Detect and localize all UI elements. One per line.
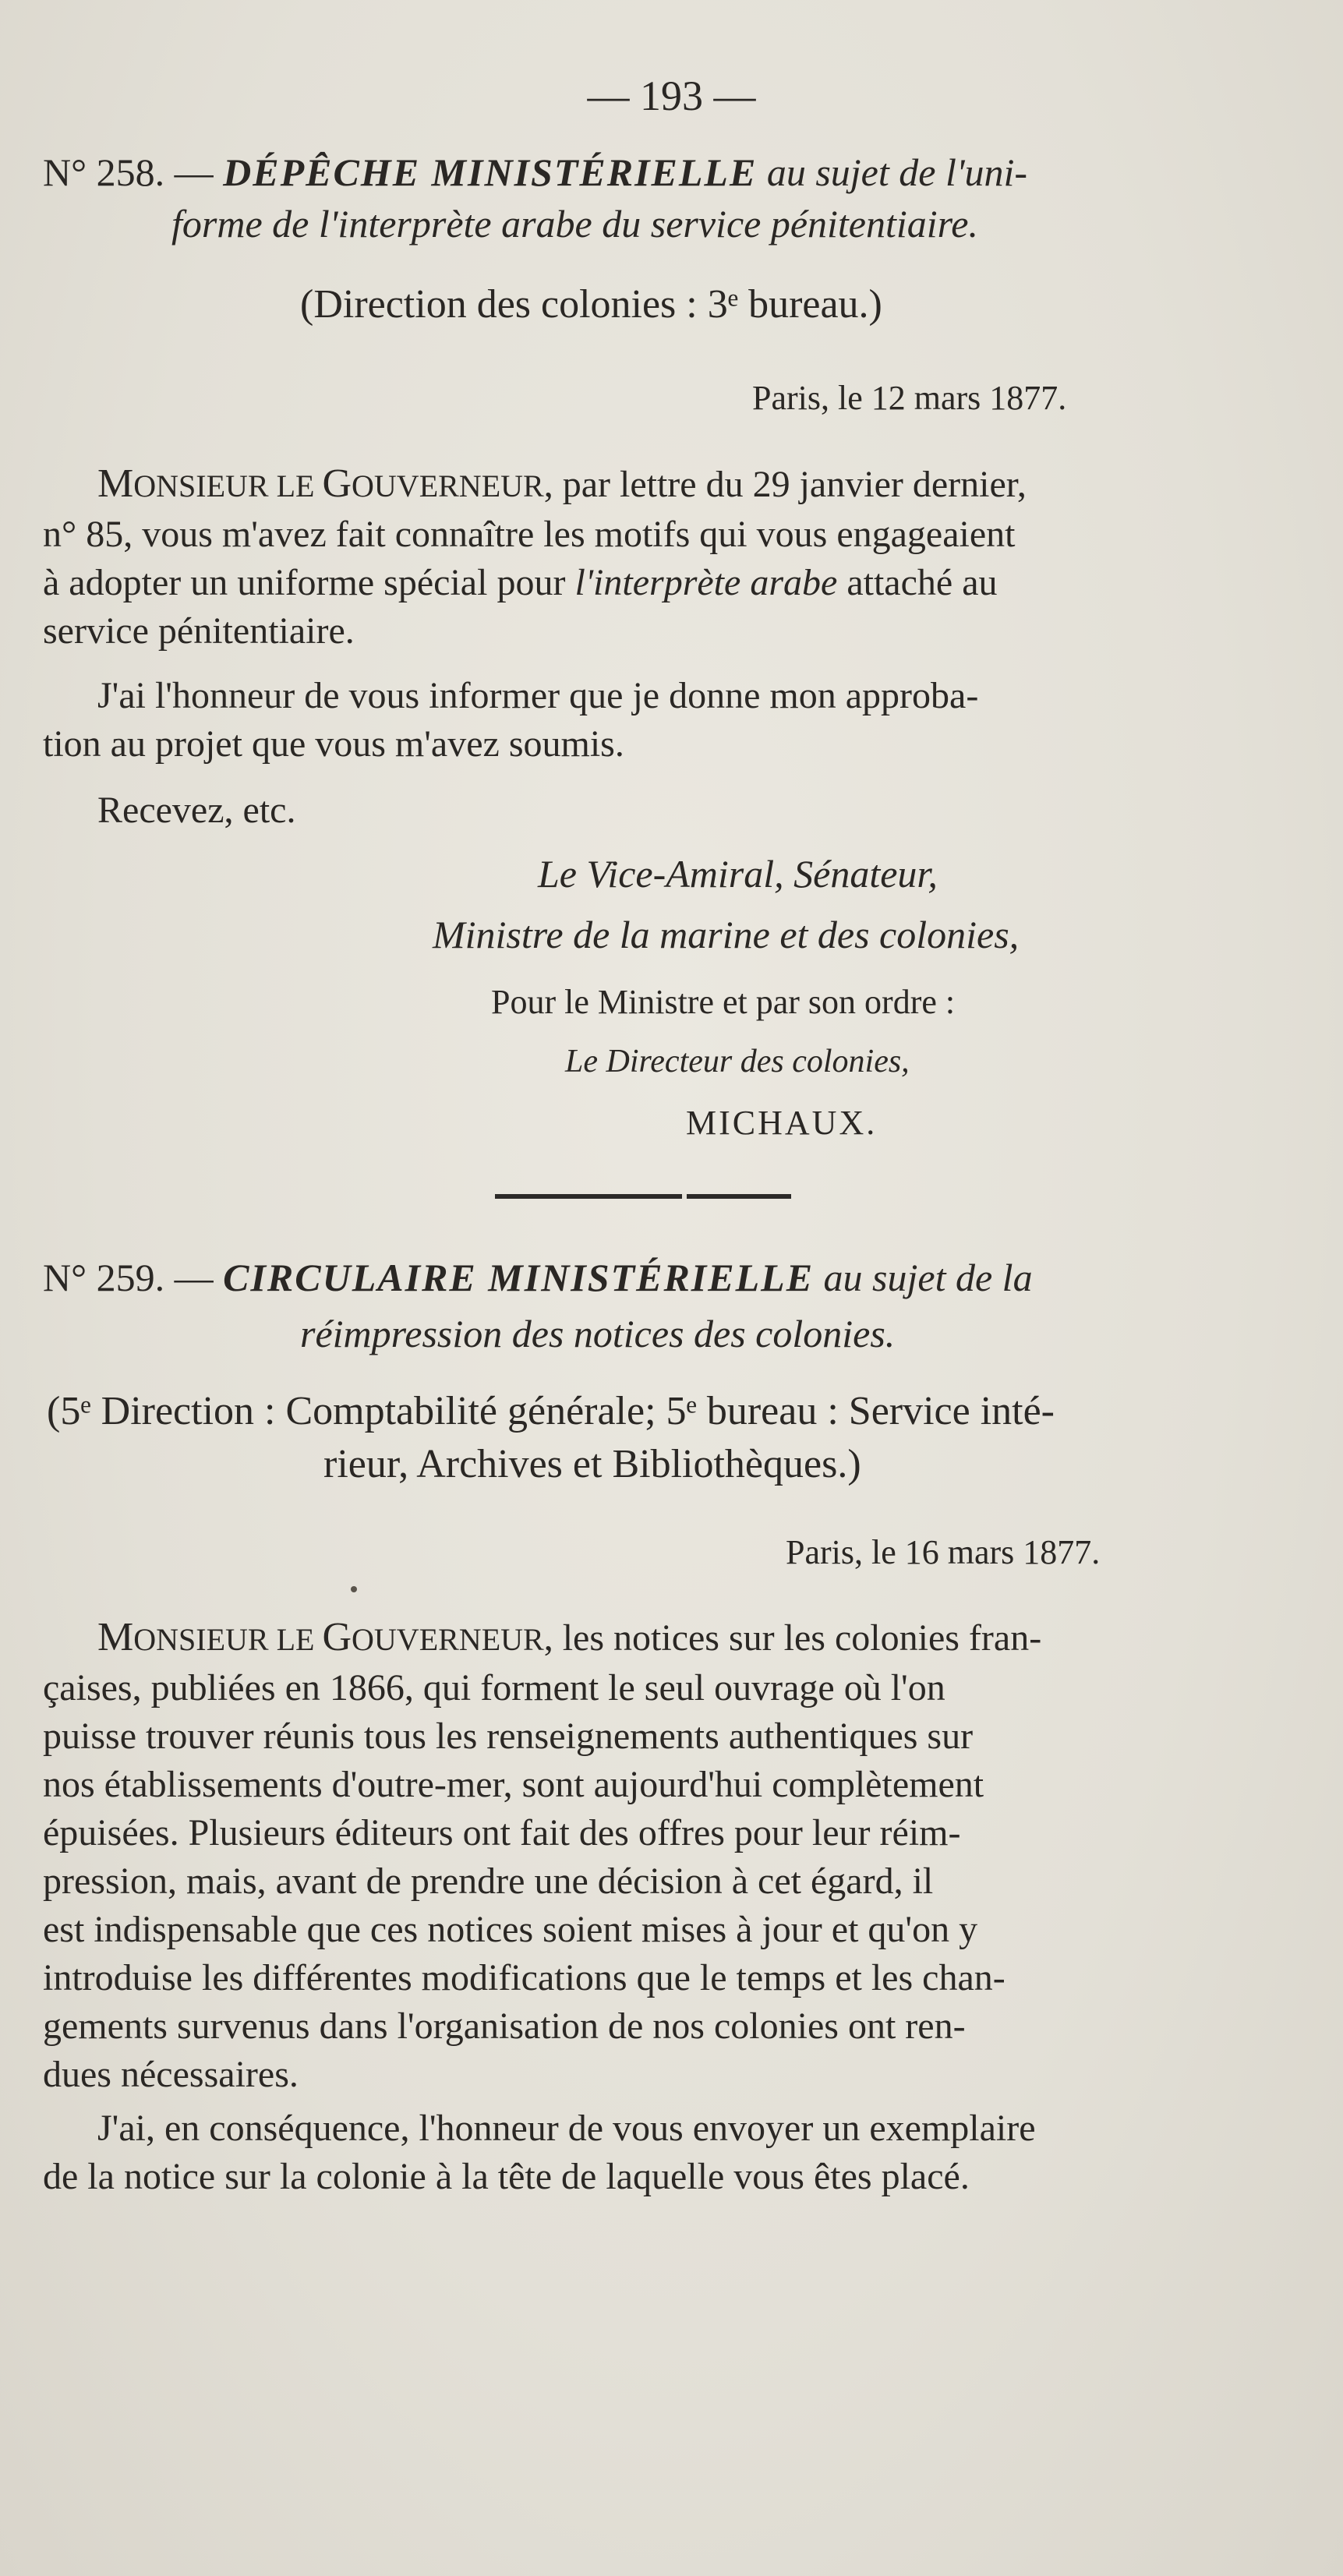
circular-259-p1-line: nos établissements d'outre-mer, sont aujourd'hui complètement	[43, 1764, 984, 1805]
dispatch-258-p1-line3-b: attaché au	[837, 562, 998, 603]
ink-speck	[351, 1586, 357, 1592]
dispatch-258-subject-line2	[171, 200, 978, 248]
dispatch-258-p1-line3-a: à adopter un uniforme spécial pour	[43, 562, 575, 603]
dispatch-258-p2-line1: J'ai l'honneur de vous informer que je donne mon approba-	[97, 675, 979, 716]
signature-line1: Le Vice-Amiral, Sénateur,	[538, 852, 938, 896]
dispatch-258-p1-line3	[43, 559, 1238, 607]
dispatch-258-paragraph-1	[43, 460, 1238, 655]
dispatch-258-salutation: ONSIEUR LE	[133, 468, 323, 504]
circular-259-p1-line: dues nécessaires.	[43, 2054, 299, 2095]
circular-259-p1-line: puisse trouver réunis tous les renseignements authentiques sur	[43, 1716, 974, 1757]
circular-259-dash: —	[164, 1256, 224, 1299]
dispatch-258-subject-2: forme de l'interprète arabe du service pénitentiaire.	[171, 202, 978, 246]
circular-259-salutation: ONSIEUR LE	[133, 1622, 323, 1657]
circular-259-department-line2: rieur, Archives et Bibliothèques.)	[323, 1442, 861, 1486]
dispatch-258-governor: OUVERNEUR	[352, 468, 544, 504]
dispatch-258-title: DÉPÊCHE MINISTÉRIELLE	[223, 150, 758, 194]
signature-line5: MICHAUX.	[686, 1104, 878, 1142]
circular-259-subject-2: réimpression des notices des colonies.	[300, 1312, 896, 1355]
dispatch-258-paragraph-2	[43, 672, 1238, 769]
circular-259-p1-line: épuisées. Plusieurs éditeurs ont fait des offres pour leur réim-	[43, 1812, 961, 1853]
circular-259-department-line1: (5ᵉ Direction : Comptabilité générale; 5ᵉ bureau : Service inté-	[47, 1389, 1055, 1433]
dispatch-258-salutation-initial: M	[97, 461, 134, 506]
circular-259-p1-line: introduise les différentes modifications que le temps et les chan-	[43, 1957, 1005, 1998]
dispatch-258-p1-line3-italic: l'interprète arabe	[574, 562, 838, 603]
circular-259-p1-line: est indispensable que ces notices soient mises à jour et qu'on y	[43, 1909, 978, 1950]
dispatch-258-closing: Recevez, etc.	[97, 790, 296, 831]
dispatch-258-p2-line2: tion au projet que vous m'avez soumis.	[43, 723, 624, 765]
circular-259-paragraph-2	[43, 2104, 1238, 2201]
section-divider	[495, 1194, 791, 1199]
dispatch-258-dash: —	[164, 150, 224, 194]
dispatch-258-governor-initial: G	[322, 461, 352, 506]
circular-259-p2-line1: J'ai, en conséquence, l'honneur de vous envoyer un exemplaire	[97, 2108, 1036, 2149]
dispatch-258-dateline: Paris, le 12 mars 1877.	[752, 379, 1067, 417]
signature-line4: Le Directeur des colonies,	[565, 1044, 910, 1080]
page-number: — 193 —	[587, 72, 756, 119]
circular-259-subject-1: au sujet de la	[814, 1256, 1033, 1299]
dispatch-258-number: N° 258.	[43, 150, 165, 194]
dispatch-258-subject-1: au sujet de l'uni-	[757, 150, 1028, 194]
circular-259-governor: OUVERNEUR	[352, 1622, 544, 1657]
circular-259-salutation-initial: M	[97, 1615, 134, 1659]
dispatch-258-heading	[43, 148, 1027, 196]
circular-259-heading	[43, 1253, 1033, 1302]
circular-259-dateline: Paris, le 16 mars 1877.	[786, 1533, 1101, 1571]
circular-259-paragraph-1	[43, 1613, 1238, 2099]
dispatch-258-p1-line4: service pénitentiaire.	[43, 610, 355, 652]
circular-259-subject-line2	[300, 1309, 895, 1358]
circular-259-p2-line2: de la notice sur la colonie à la tête de laquelle vous êtes placé.	[43, 2156, 970, 2197]
dispatch-258-p1-line1: , par lettre du 29 janvier dernier,	[543, 464, 1027, 505]
dispatch-258-p1-line2: n° 85, vous m'avez fait connaître les motifs qui vous engageaient	[43, 514, 1016, 555]
circular-259-number: N° 259.	[43, 1256, 165, 1299]
circular-259-governor-initial: G	[322, 1615, 352, 1659]
circular-259-title: CIRCULAIRE MINISTÉRIELLE	[223, 1256, 815, 1299]
circular-259-p1-line: gements survenus dans l'organisation de nos colonies ont ren-	[43, 2005, 966, 2047]
dispatch-258-department: (Direction des colonies : 3ᵉ bureau.)	[300, 282, 882, 327]
signature-line3: Pour le Ministre et par son ordre :	[491, 983, 956, 1021]
circular-259-p1-line: çaises, publiées en 1866, qui forment le seul ouvrage où l'on	[43, 1667, 945, 1708]
circular-259-p1-line: pression, mais, avant de prendre une décision à cet égard, il	[43, 1860, 934, 1902]
signature-line2: Ministre de la marine et des colonies,	[433, 913, 1020, 956]
circular-259-p1-line1: , les notices sur les colonies fran-	[543, 1617, 1042, 1659]
